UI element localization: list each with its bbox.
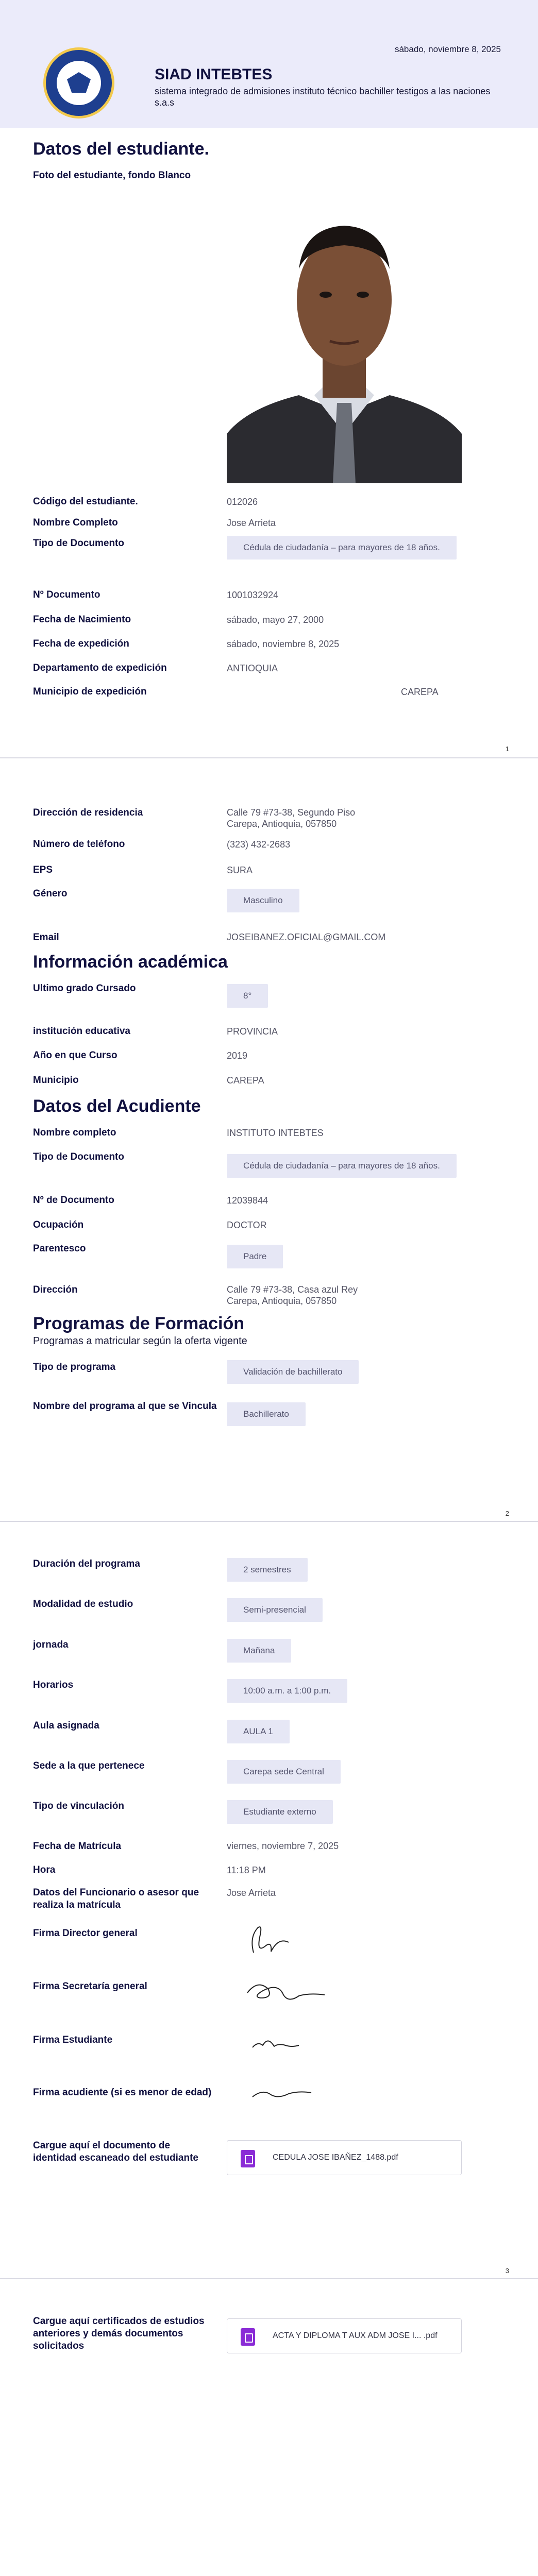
pdf-file-icon	[241, 2328, 255, 2346]
guardian-name-value: INSTITUTO INTEBTES	[227, 1128, 324, 1138]
address-label: Dirección de residencia	[33, 807, 143, 818]
student-code-label: Código del estudiante.	[33, 496, 138, 507]
header-title: SIAD INTEBTES	[155, 66, 273, 83]
student-name-label: Nombre Completo	[33, 517, 118, 528]
programs-intro: Programas a matricular según la oferta vigente	[33, 1335, 247, 1347]
id-upload-filename: CEDULA JOSE IBAÑEZ_1488.pdf	[273, 2153, 398, 2162]
page-divider	[0, 757, 538, 758]
student-dept-value: ANTIOQUIA	[227, 663, 278, 673]
sig-guardian-label: Firma acudiente (si es menor de edad)	[33, 2087, 212, 2098]
officer-value: Jose Arrieta	[227, 1888, 276, 1898]
student-expedition-value: sábado, noviembre 8, 2025	[227, 639, 340, 649]
institution-label: institución educativa	[33, 1026, 130, 1037]
student-muni-label: Municipio de expedición	[33, 686, 147, 697]
guardian-address-label: Dirección	[33, 1284, 78, 1295]
academic-muni-value: CAREPA	[227, 1075, 264, 1086]
officer-label: Datos del Funcionario o asesor que realiza la matrícula	[33, 1887, 199, 1910]
logo-emblem	[55, 59, 103, 107]
year-label: Año en que Curso	[33, 1050, 117, 1061]
eps-value: SURA	[227, 865, 253, 875]
guardian-doc-number-label: Nº de Documento	[33, 1195, 114, 1206]
student-name-value: Jose Arrieta	[227, 518, 276, 528]
institution-value: PROVINCIA	[227, 1026, 278, 1037]
enroll-date-label: Fecha de Matrícula	[33, 1841, 122, 1852]
guardian-relation-value: Padre	[227, 1245, 283, 1268]
guardian-occupation-value: DOCTOR	[227, 1220, 267, 1230]
room-label: Aula asignada	[33, 1720, 99, 1731]
schedule-label: Horarios	[33, 1680, 74, 1690]
grade-label: Ultimo grado Cursado	[33, 983, 136, 994]
director-signature	[242, 1922, 299, 1961]
header-subtitle: sistema integrado de admisiones instituto técnico bachiller testigos a las naciones s.a.s	[155, 86, 491, 108]
gender-value: Masculino	[227, 889, 299, 912]
id-upload-file[interactable]	[227, 2140, 462, 2175]
grade-value: 8°	[227, 984, 268, 1008]
certs-upload-file[interactable]	[227, 2318, 462, 2353]
guardian-signature	[242, 2084, 320, 2102]
student-doc-type-label: Tipo de Documento	[33, 538, 124, 549]
student-signature	[242, 2032, 309, 2053]
link-type-value: Estudiante externo	[227, 1800, 333, 1824]
duration-value: 2 semestres	[227, 1558, 308, 1582]
id-upload-label: Cargue aquí el documento de identidad escaneado del estudiante	[33, 2140, 198, 2163]
email-value: JOSEIBANEZ.OFICIAL@GMAIL.COM	[227, 932, 386, 942]
student-doc-number-label: Nº Documento	[33, 589, 100, 600]
student-photo-image	[227, 192, 462, 483]
page-divider	[0, 2278, 538, 2279]
page-number: 2	[505, 1510, 509, 1517]
modality-value: Semi-presencial	[227, 1598, 323, 1622]
student-birth-value: sábado, mayo 27, 2000	[227, 615, 324, 625]
programs-section-heading: Programas de Formación	[33, 1314, 245, 1333]
email-label: Email	[33, 932, 59, 943]
room-value: AULA 1	[227, 1720, 290, 1743]
year-value: 2019	[227, 1050, 248, 1061]
program-name-label: Nombre del programa al que se Vincula	[33, 1401, 217, 1412]
student-photo	[227, 192, 462, 483]
guardian-address-line2: Carepa, Antioquia, 057850	[227, 1296, 337, 1306]
document-header	[0, 0, 538, 128]
guardian-section-heading: Datos del Acudiente	[33, 1096, 201, 1116]
guardian-doc-type-value: Cédula de ciudadanía – para mayores de 18 años.	[227, 1154, 457, 1178]
page-number: 3	[505, 2267, 509, 2275]
sig-director-label: Firma Director general	[33, 1928, 138, 1939]
student-birth-label: Fecha de Nacimiento	[33, 614, 131, 625]
student-muni-value: CAREPA	[401, 687, 439, 697]
guardian-doc-type-label: Tipo de Documento	[33, 1151, 124, 1162]
phone-label: Número de teléfono	[33, 839, 125, 850]
guardian-relation-label: Parentesco	[33, 1243, 86, 1254]
shift-label: jornada	[33, 1639, 69, 1650]
institution-logo	[43, 47, 114, 118]
address-line1: Calle 79 #73-38, Segundo Piso	[227, 807, 356, 818]
campus-value: Carepa sede Central	[227, 1760, 341, 1784]
campus-label: Sede a la que pertenece	[33, 1760, 145, 1771]
duration-label: Duración del programa	[33, 1558, 140, 1569]
enroll-date-value: viernes, noviembre 7, 2025	[227, 1841, 339, 1851]
graduation-cap-icon	[67, 72, 91, 93]
secretary-signature	[242, 1977, 330, 2008]
time-label: Hora	[33, 1865, 56, 1875]
time-value: 11:18 PM	[227, 1865, 266, 1875]
schedule-value: 10:00 a.m. a 1:00 p.m.	[227, 1679, 347, 1703]
link-type-label: Tipo de vinculación	[33, 1801, 125, 1811]
address-line2: Carepa, Antioquia, 057850	[227, 819, 337, 829]
page-number: 1	[505, 745, 509, 753]
student-doc-type-value: Cédula de ciudadanía – para mayores de 18 años.	[227, 536, 457, 560]
sig-student-label: Firma Estudiante	[33, 2035, 113, 2045]
phone-value: (323) 432-2683	[227, 839, 291, 850]
certs-upload-label: Cargue aquí certificados de estudios anteriores y demás documentos solicitados	[33, 2316, 205, 2351]
academic-section-heading: Información académica	[33, 952, 228, 972]
photo-caption: Foto del estudiante, fondo Blanco	[33, 170, 191, 181]
certs-upload-filename: ACTA Y DIPLOMA T AUX ADM JOSE I... .pdf	[273, 2331, 438, 2340]
sig-secretary-label: Firma Secretaría general	[33, 1981, 147, 1992]
program-type-label: Tipo de programa	[33, 1362, 116, 1372]
pdf-file-icon	[241, 2150, 255, 2167]
program-type-value: Validación de bachillerato	[227, 1360, 359, 1384]
guardian-doc-number-value: 12039844	[227, 1195, 268, 1206]
student-code-value: 012026	[227, 497, 258, 507]
academic-muni-label: Municipio	[33, 1075, 79, 1086]
student-expedition-label: Fecha de expedición	[33, 638, 129, 649]
shift-value: Mañana	[227, 1639, 291, 1663]
guardian-occupation-label: Ocupación	[33, 1219, 84, 1230]
header-date: sábado, noviembre 8, 2025	[394, 44, 501, 54]
guardian-name-label: Nombre completo	[33, 1127, 116, 1138]
program-name-value: Bachillerato	[227, 1402, 306, 1426]
student-dept-label: Departamento de expedición	[33, 663, 167, 673]
student-section-heading: Datos del estudiante.	[33, 139, 209, 159]
student-doc-number-value: 1001032924	[227, 590, 279, 600]
guardian-address-line1: Calle 79 #73-38, Casa azul Rey	[227, 1284, 358, 1295]
page-divider	[0, 1521, 538, 1522]
modality-label: Modalidad de estudio	[33, 1599, 133, 1609]
gender-label: Género	[33, 888, 68, 899]
eps-label: EPS	[33, 865, 53, 875]
